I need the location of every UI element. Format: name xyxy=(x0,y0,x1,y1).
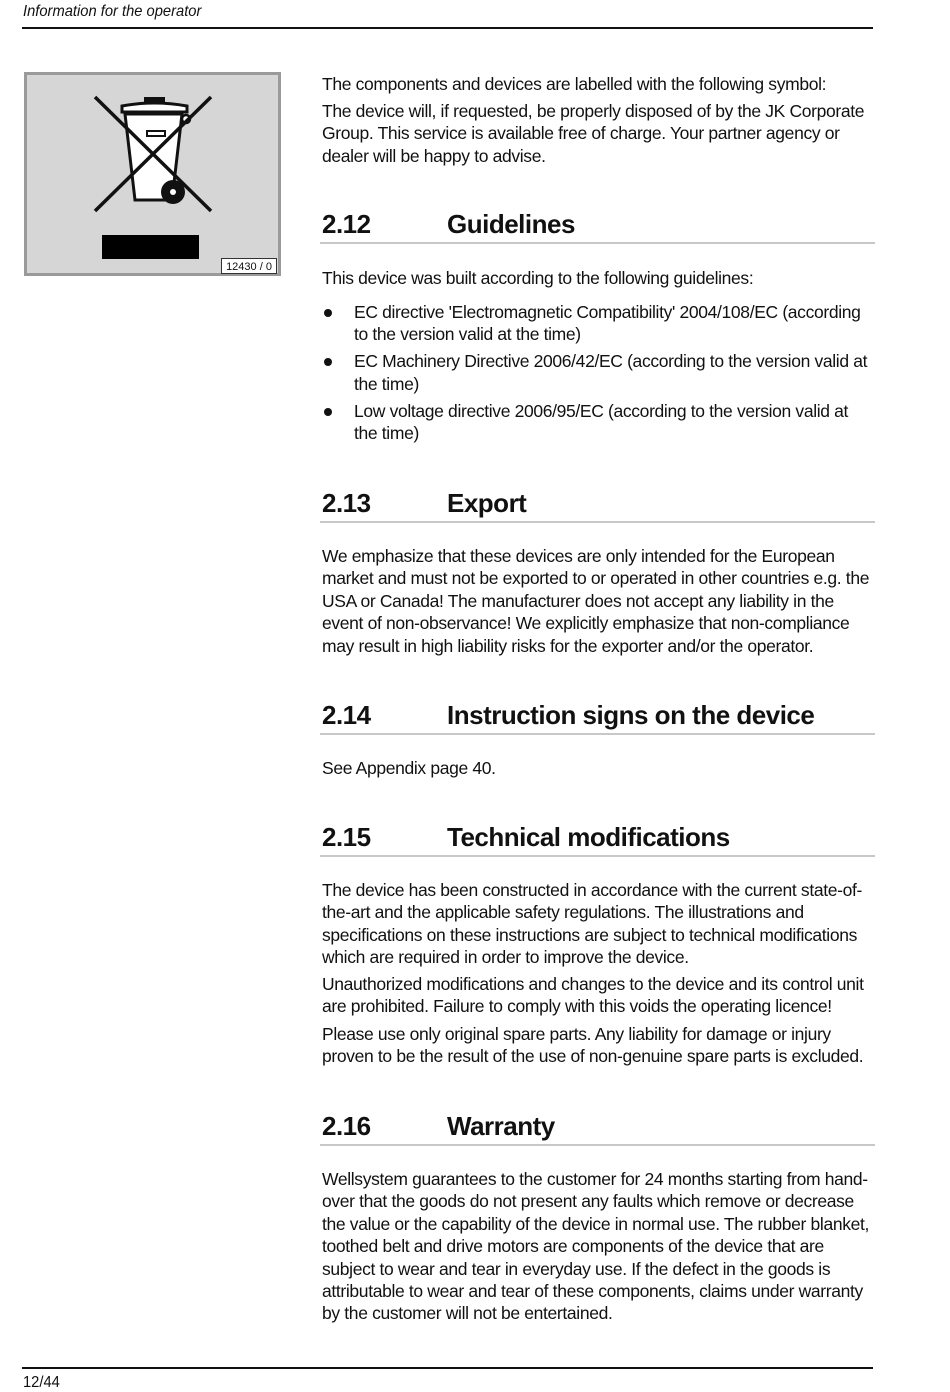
section-heading-modifications xyxy=(320,823,875,857)
list-item: Low voltage directive 2006/95/EC (according to the version valid at the time) xyxy=(322,400,874,445)
guidelines-list xyxy=(322,301,874,449)
section-number: 2.16 xyxy=(322,1111,371,1141)
section-number: 2.14 xyxy=(322,700,371,730)
bullet-icon xyxy=(324,358,332,366)
modifications-paragraph: The device has been constructed in accordance with the current state-of-the-art and the applicable safety regulations. The illustrations and specifications on these instructions are subject to technical modifications which are required in order to improve the device. xyxy=(322,880,862,968)
export-text: We emphasize that these devices are only intended for the European market and must not be exported to or operated in other countries e.g. the USA or Canada! The manufacturer does not accept any liability in the event of non-observance! We explicitly emphasize that non-compliance may result in high liability risks for the exporter and/or the operator. xyxy=(322,546,870,656)
bullet-icon xyxy=(324,408,332,416)
weee-symbol-figure xyxy=(24,72,281,276)
section-title: Warranty xyxy=(447,1111,555,1141)
modifications-paragraph: Unauthorized modifications and changes to the device and its control unit are prohibited. Failure to comply with this voids the operating licence! xyxy=(322,974,864,1017)
disposal-text: The device will, if requested, be properly disposed of by the JK Corporate Group. This service is available free of charge. Your partner agency or dealer will be happy to advise. xyxy=(322,101,865,166)
section-title: Export xyxy=(447,488,527,518)
guidelines-intro: This device was built according to the following guidelines: xyxy=(322,268,754,288)
section-heading-export xyxy=(320,489,875,523)
section-heading-warranty xyxy=(320,1112,875,1146)
figure-label: 12430 / 0 xyxy=(221,258,277,274)
page-number: 12/44 xyxy=(23,1374,60,1391)
list-item: EC directive 'Electromagnetic Compatibility' 2004/108/EC (according to the version valid at the time) xyxy=(322,301,874,346)
section-heading-instruction-signs xyxy=(320,701,875,735)
section-number: 2.15 xyxy=(322,822,371,852)
footer-rule xyxy=(22,1367,873,1369)
modifications-paragraph: Please use only original spare parts. Any liability for damage or injury proven to be the result of the use of non-genuine spare parts is excluded. xyxy=(322,1024,864,1067)
section-title: Technical modifications xyxy=(447,822,730,852)
header-rule xyxy=(22,27,873,29)
section-number: 2.12 xyxy=(322,209,371,239)
instruction-signs-text: See Appendix page 40. xyxy=(322,758,496,778)
section-title: Guidelines xyxy=(447,209,575,239)
section-number: 2.13 xyxy=(322,488,371,518)
section-heading-guidelines xyxy=(320,210,875,244)
list-item: EC Machinery Directive 2006/42/EC (according to the version valid at the time) xyxy=(322,350,874,395)
warranty-text: Wellsystem guarantees to the customer for 24 months starting from hand-over that the goods do not present any faults which remove or decrease the value or the capability of the device in normal use. The rubber blanket, toothed belt and drive motors are components of the device that are subject to wear and tear in everyday use. If the defect in the goods is attributable to wear and tear of these components, claims under warranty by the customer will not be entertained. xyxy=(322,1169,870,1324)
section-title: Instruction signs on the device xyxy=(447,700,815,730)
symbol-intro-text: The components and devices are labelled with the following symbol: xyxy=(322,74,827,94)
running-header: Information for the operator xyxy=(23,3,202,20)
bullet-icon xyxy=(324,309,332,317)
crossed-out-wheeled-bin-icon xyxy=(27,75,278,273)
